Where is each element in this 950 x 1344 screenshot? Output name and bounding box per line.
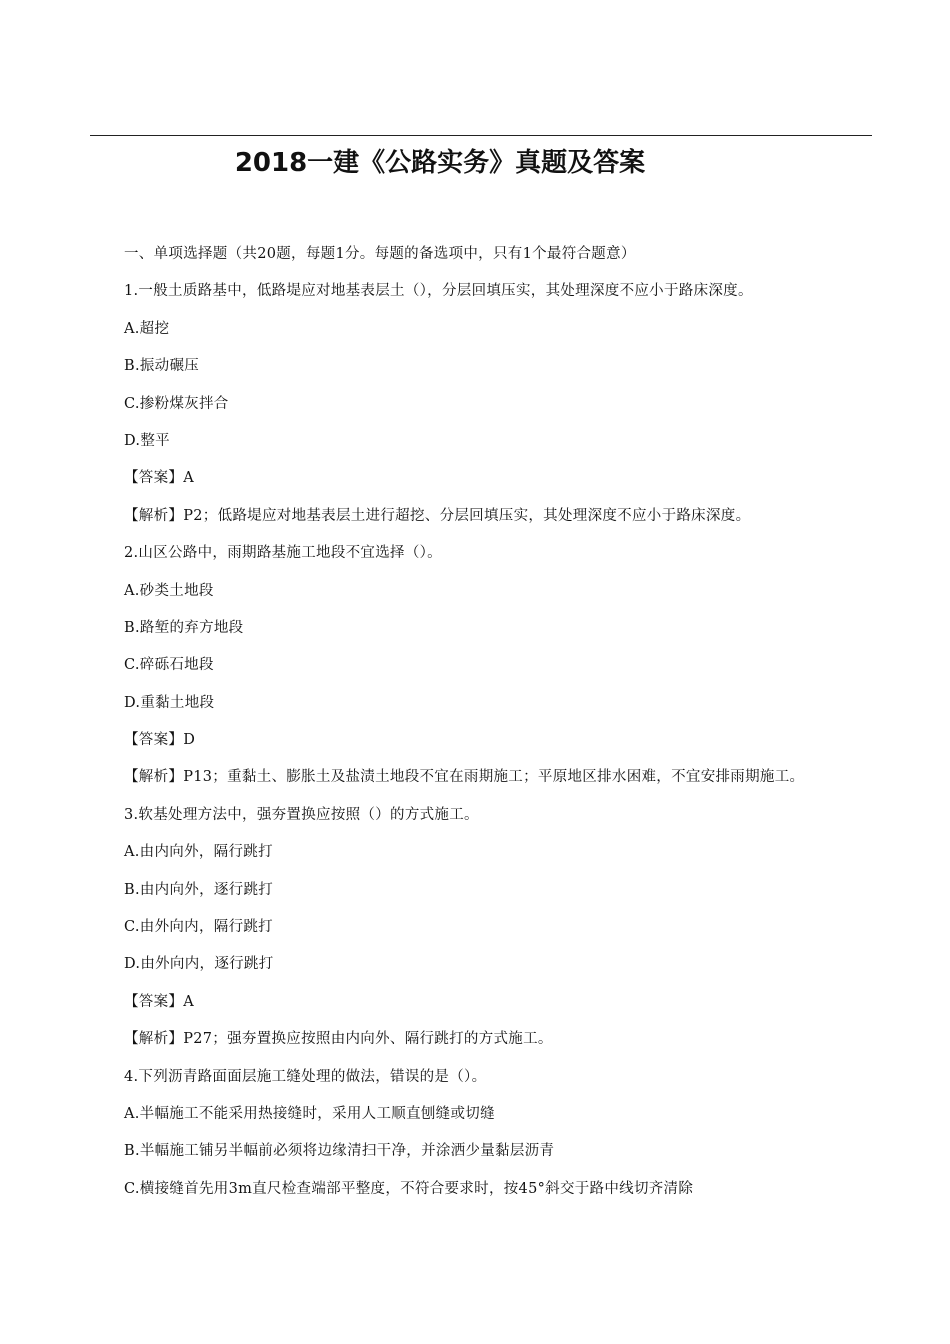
option-1d: D.整平	[124, 432, 170, 449]
option-1a: A.超挖	[124, 320, 170, 337]
option-2d: D.重黏土地段	[124, 694, 215, 711]
analysis-2: 【解析】P13；重黏土、膨胀土及盐渍土地段不宜在雨期施工；平原地区排水困难，不宜安排雨期施工。	[124, 769, 805, 786]
option-3b: B.由内向外，逐行跳打	[124, 881, 274, 898]
question-3: 3.软基处理方法中，强夯置换应按照（）的方式施工。	[124, 806, 479, 823]
option-3c: C.由外向内，隔行跳打	[124, 919, 273, 936]
question-4: 4.下列沥青路面面层施工缝处理的做法，错误的是（）。	[124, 1068, 487, 1085]
analysis-1: 【解析】P2；低路堤应对地基表层土进行超挖、分层回填压实，其处理深度不应小于路床深度。	[124, 507, 751, 524]
option-4b: B.半幅施工铺另半幅前必须将边缘清扫干净，并涂洒少量黏层沥青	[124, 1143, 555, 1160]
option-2c: C.碎砾石地段	[124, 657, 214, 674]
option-1b: B.振动碾压	[124, 358, 200, 375]
analysis-3: 【解析】P27；强夯置换应按照由内向外、隔行跳打的方式施工。	[124, 1031, 553, 1048]
option-1c: C.掺粉煤灰拌合	[124, 395, 229, 412]
option-3a: A.由内向外，隔行跳打	[124, 844, 273, 861]
option-4a: A.半幅施工不能采用热接缝时，采用人工顺直刨缝或切缝	[124, 1105, 495, 1122]
document-body	[124, 236, 914, 1208]
question-1: 1.一般土质路基中，低路堤应对地基表层土（），分层回填压实，其处理深度不应小于路床深度。	[124, 283, 753, 300]
section-heading: 一、单项选择题（共20题，每题1分。每题的备选项中，只有1个最符合题意）	[124, 246, 636, 262]
document-title: 2018一建《公路实务》真题及答案	[234, 148, 646, 178]
option-2a: A.砂类土地段	[124, 582, 214, 599]
question-2: 2.山区公路中，雨期路基施工地段不宜选择（）。	[124, 545, 442, 562]
option-2b: B.路堑的弃方地段	[124, 619, 244, 636]
option-3d: D.由外向内，逐行跳打	[124, 956, 274, 973]
answer-3: 【答案】A	[124, 993, 194, 1010]
header-rule	[90, 135, 872, 136]
answer-2: 【答案】D	[124, 732, 196, 749]
option-4c: C.横接缝首先用3m直尺检查端部平整度，不符合要求时，按45°斜交于路中线切齐清除	[124, 1180, 694, 1197]
answer-1: 【答案】A	[124, 470, 194, 487]
